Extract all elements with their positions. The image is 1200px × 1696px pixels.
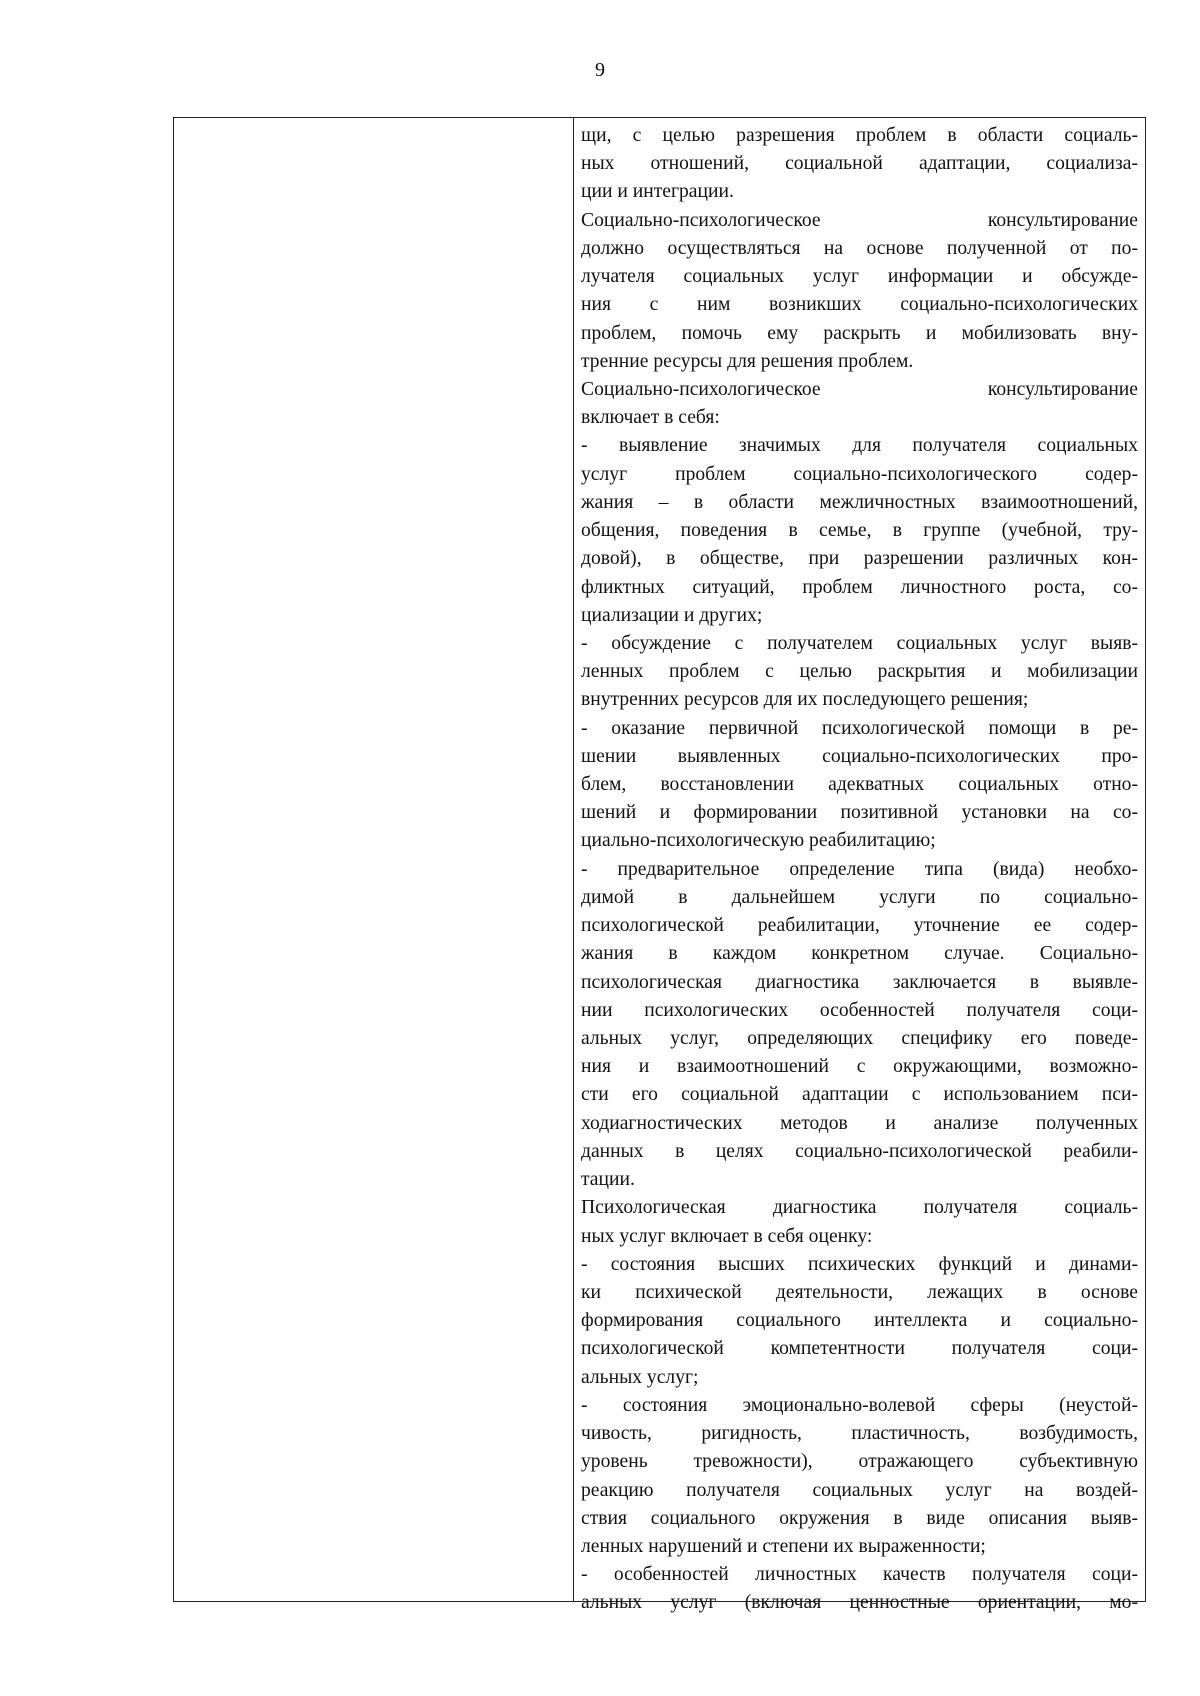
text-line: циализации и других;	[581, 604, 763, 626]
text-line: тренние ресурсы для решения проблем.	[581, 350, 914, 372]
text-line: фликтных ситуаций, проблем личностного роста, со-	[581, 576, 1138, 598]
text-line: альных услуг (включая ценностные ориентации, мо-	[581, 1592, 1138, 1614]
text-line: данных в целях социально-психологической реабили-	[581, 1140, 1138, 1162]
text-line: должно осуществляться на основе полученной от по-	[581, 237, 1138, 259]
text-line: жания в каждом конкретном случае. Социально-	[581, 943, 1138, 965]
text-line: шении выявленных социально-психологических про-	[581, 745, 1138, 767]
text-line: ки психической деятельности, лежащих в основе	[581, 1281, 1138, 1303]
text-line: щи, с целью разрешения проблем в области социаль-	[581, 125, 1138, 146]
text-line: лучателя социальных услуг информации и обсужде-	[581, 266, 1138, 288]
text-line: альных услуг;	[581, 1366, 699, 1388]
text-line: Социально-психологическое консультирование	[581, 209, 1138, 231]
text-line: - обсуждение с получателем социальных услуг выяв-	[581, 632, 1138, 654]
page-number: 9	[595, 59, 605, 81]
text-line: проблем, помочь ему раскрыть и мобилизовать вну-	[581, 322, 1138, 344]
text-line: ленных проблем с целью раскрытия и мобилизации	[581, 661, 1138, 683]
text-line: внутренних ресурсов для их последующего решения;	[581, 689, 1029, 711]
text-line: - выявление значимых для получателя социальных	[581, 435, 1138, 457]
text-line: - оказание первичной психологической помощи в ре-	[581, 717, 1138, 739]
text-line: димой в дальнейшем услуги по социально-	[581, 886, 1138, 908]
text-line: Психологическая диагностика получателя социаль-	[581, 1197, 1138, 1219]
text-line: Социально-психологическое консультирование	[581, 378, 1138, 400]
text-line: ния и взаимоотношений с окружающими, возможно-	[581, 1056, 1138, 1078]
text-line: блем, восстановлении адекватных социальных отно-	[581, 774, 1138, 796]
text-line: тации.	[581, 1169, 635, 1191]
text-line: альных услуг, определяющих специфику его поведе-	[581, 1028, 1138, 1049]
text-line: включает в себя:	[581, 407, 720, 429]
table-right-cell	[574, 118, 1145, 1614]
text-line: услуг проблем социально-психологического содер-	[581, 463, 1138, 485]
text-line: - состояния эмоционально-волевой сферы (неустой-	[581, 1394, 1138, 1416]
document-table	[173, 117, 1146, 1614]
text-line: уровень тревожности), отражающего субъективную	[581, 1451, 1138, 1473]
text-line: довой), в обществе, при разрешении различных кон-	[581, 548, 1138, 570]
text-line: шений и формировании позитивной установки на со-	[581, 802, 1138, 824]
text-line: нии психологических особенностей получателя соци-	[581, 999, 1138, 1021]
text-line: ных отношений, социальной адаптации, социализа-	[581, 153, 1138, 175]
text-line: ленных нарушений и степени их выраженности;	[581, 1535, 986, 1557]
text-line: ных услуг включает в себя оценку:	[581, 1225, 873, 1247]
text-line: - особенностей личностных качеств получателя соци-	[581, 1564, 1138, 1586]
text-line: психологической компетентности получателя соци-	[581, 1338, 1138, 1360]
text-line: общения, поведения в семье, в группе (учебной, тру-	[581, 520, 1138, 542]
text-line: жания – в области межличностных взаимоотношений,	[581, 491, 1138, 513]
text-line: - предварительное определение типа (вида) необхо-	[581, 858, 1138, 880]
text-line: ции и интеграции.	[581, 181, 734, 203]
text-line: формирования социального интеллекта и социально-	[581, 1310, 1138, 1332]
text-line: ходиагностических методов и анализе полученных	[581, 1112, 1138, 1134]
text-line: - состояния высших психических функций и динами-	[581, 1253, 1138, 1275]
text-line: чивость, ригидность, пластичность, возбудимость,	[581, 1423, 1138, 1445]
text-line: ствия социального окружения в виде описания выяв-	[581, 1507, 1138, 1529]
table-left-cell	[174, 118, 574, 1601]
text-line: психологической реабилитации, уточнение ее содер-	[581, 915, 1138, 937]
text-line: реакцию получателя социальных услуг на воздей-	[581, 1479, 1138, 1501]
text-line: ния с ним возникших социально-психологических	[581, 294, 1138, 316]
text-line: циально-психологическую реабилитацию;	[581, 830, 936, 852]
text-line: сти его социальной адаптации с использованием пси-	[581, 1084, 1138, 1106]
text-line: психологическая диагностика заключается в выявле-	[581, 971, 1138, 993]
